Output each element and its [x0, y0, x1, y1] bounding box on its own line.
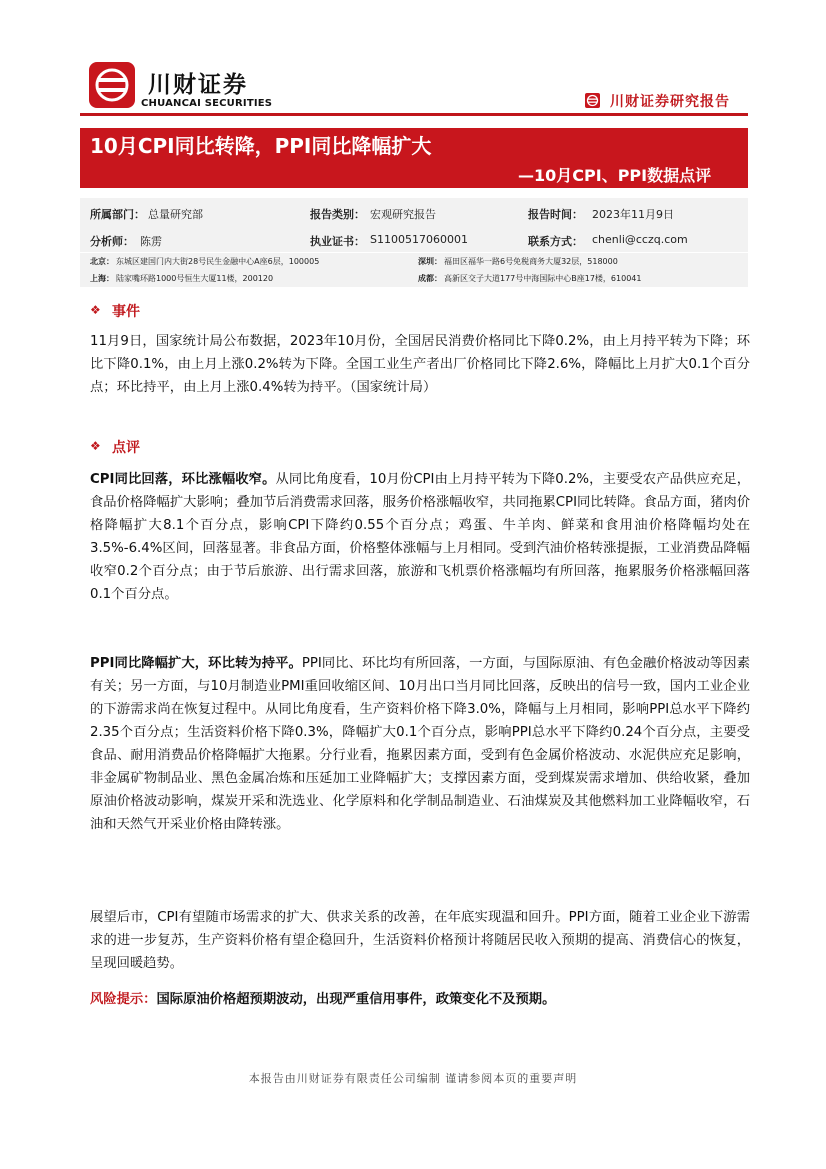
analyst-value: 陈雳 — [140, 235, 162, 248]
ppi-paragraph — [90, 652, 750, 836]
outlook-paragraph: 展望后市，CPI有望随市场需求的扩大、供求关系的改善，在年底实现温和回升。PPI方面，随着工业企业下游需求的进一步复苏，生产资料价格有望企稳回升，生活资料价格预计将随居民收入预期的提高、消费信心的恢复，呈现回暖趋势。 — [90, 910, 750, 971]
chengdu-address: 高新区交子大道177号中海国际中心B座17楼，610041 — [444, 274, 642, 283]
shanghai-address: 陆家嘴环路1000号恒生大厦11楼，200120 — [116, 274, 274, 283]
page-footer: 本报告由川财证券有限责任公司编制 谨请参阅本页的重要声明 — [248, 1072, 578, 1085]
report-title: 10月CPI同比转降，PPI同比降幅扩大 — [90, 134, 432, 158]
risk-paragraph — [90, 988, 750, 1011]
cpi-lead: CPI同比回落，环比涨幅收窄。 — [90, 472, 276, 487]
ppi-text: PPI同比、环比均有所回落，一方面，与国际原油、有色金融价格波动等因素有关；另一方面，与10月制造业PMI重回收缩区间、10月出口当月同比回落，反映出的信号一致，国内工业企业的下游需求尚在恢复过程中。从同比角度看，生产资料价格下降3.0%，降幅与上月相同，影响PPI总水平下降约2.35个百分点；生活资料价格下降0.3%，降幅扩大0.1个百分点，影响PPI总水平下降约0.24个百分点，主要受食品、耐用消费品价格降幅扩大拖累。分行业看，拖累因素方面，受到有色金属价格波动、水泥供应充足影响，非金属矿物制品业、黑色金属冶炼和压延加工业降幅扩大；支撑因素方面，受到煤炭需求增加、供给收紧，叠加原油价格波动影响，煤炭开采和洗选业、化学原料和化学制品制造业、石油煤炭及其他燃料加工业降幅收窄，石油和天然气开采业价格由降转涨。 — [90, 656, 750, 832]
cert-label: 执业证书： — [310, 235, 365, 248]
event-paragraph: 11月9日，国家统计局公布数据，2023年10月份，全国居民消费价格同比下降0.2%，由上月持平转为下降；环比下降0.1%，由上月上涨0.2%转为下降。全国工业生产者出厂价格同比下降2.6%，降幅比上月扩大0.1个百分点；环比持平，由上月上涨0.4%转为持平。（国家统计局） — [90, 334, 750, 395]
type-value: 宏观研究报告 — [370, 208, 436, 221]
ppi-lead: PPI同比降幅扩大，环比转为持平。 — [90, 656, 302, 671]
event-section-title: 事件 — [112, 304, 140, 320]
time-value: 2023年11月9日 — [592, 208, 674, 221]
cert-value: S1100517060001 — [370, 233, 468, 246]
comment-section-icon: ❖ — [90, 439, 101, 453]
cpi-paragraph — [90, 468, 750, 606]
risk-label: 风险提示： — [90, 992, 157, 1007]
cpi-text: 从同比角度看，10月份CPI由上月持平转为下降0.2%，主要受农产品供应充足，食品价格降幅扩大影响；叠加节后消费需求回落，服务价格涨幅收窄，共同拖累CPI同比转降。食品方面，猪肉价格降幅扩大8.1个百分点，影响CPI下降约0.55个百分点；鸡蛋、牛羊肉、鲜菜和食用油价格降幅均处在3.5%-6.4%区间，回落显著。非食品方面，价格整体涨幅与上月相同。受到汽油价格转涨提振，工业消费品降幅收窄0.2个百分点；由于节后旅游、出行需求回落，旅游和飞机票价格涨幅均有所回落，拖累服务价格涨幅回落0.1个百分点。 — [90, 472, 750, 602]
analyst-label: 分析师： — [90, 235, 134, 248]
report-subtitle: —10月CPI、PPI数据点评 — [518, 166, 712, 185]
type-label: 报告类别： — [310, 208, 365, 221]
time-label: 报告时间： — [528, 208, 583, 221]
shenzhen-label: 深圳： — [418, 257, 442, 266]
chuancai-logo-icon — [89, 62, 135, 108]
report-brand: 川财证券研究报告 — [610, 94, 730, 110]
risk-text: 国际原油价格超预期波动，出现严重信用事件，政策变化不及预期。 — [156, 992, 556, 1007]
comment-section-title: 点评 — [112, 440, 140, 456]
contact-label: 联系方式： — [528, 235, 583, 248]
logo-english-name: CHUANCAI SECURITIES — [141, 98, 273, 109]
dept-value: 总量研究部 — [148, 208, 203, 221]
header-divider — [80, 113, 748, 116]
logo-chinese-name: 川财证券 — [148, 72, 248, 98]
brand-small-icon — [585, 93, 600, 108]
beijing-address: 东城区建国门内大街28号民生金融中心A座6层，100005 — [116, 257, 320, 266]
shanghai-label: 上海： — [90, 274, 114, 283]
dept-label: 所属部门： — [90, 208, 145, 221]
chengdu-label: 成都： — [418, 274, 442, 283]
event-section-icon: ❖ — [90, 303, 101, 317]
beijing-label: 北京： — [90, 257, 114, 266]
contact-value: chenli@cczq.com — [592, 233, 688, 246]
shenzhen-address: 福田区福华一路6号免税商务大厦32层，518000 — [444, 257, 618, 266]
